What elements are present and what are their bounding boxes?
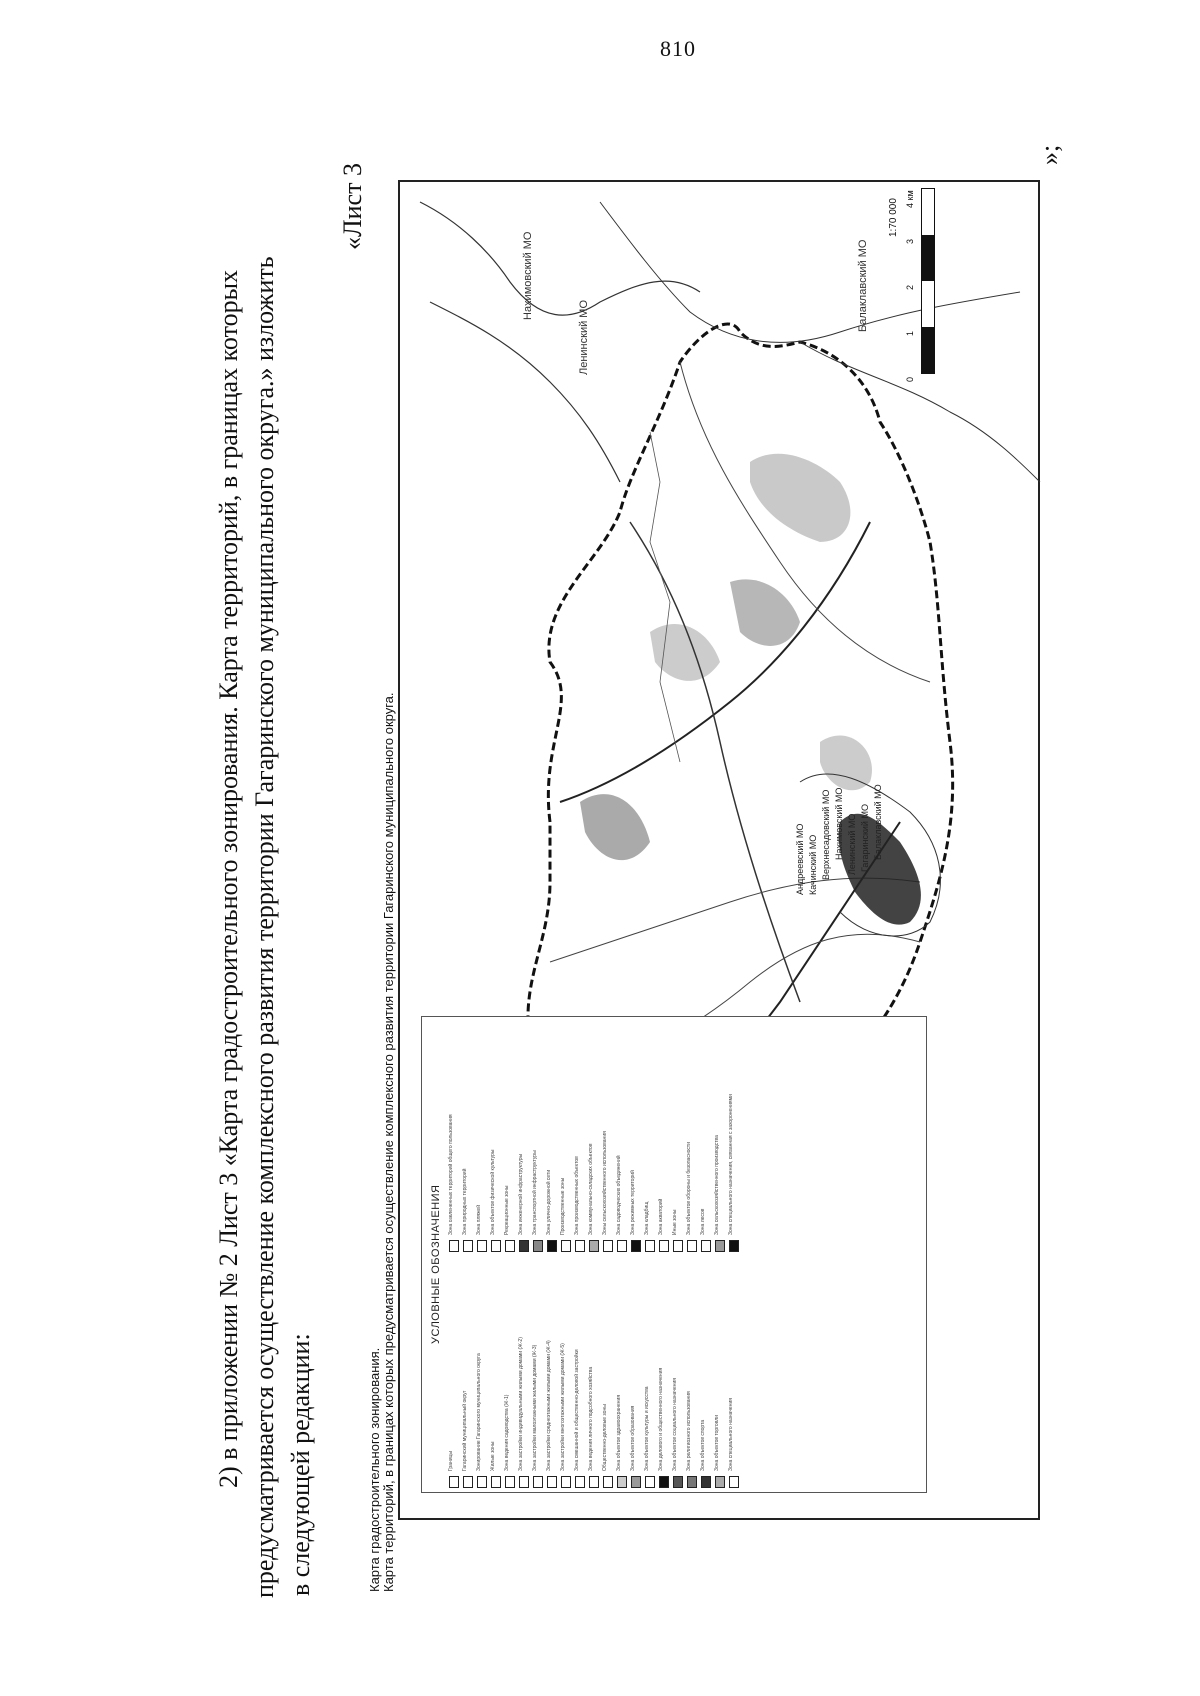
legend-item-label: Зона объектов торговли [714, 1415, 720, 1471]
legend-item [532, 1263, 543, 1488]
legend-item [700, 1263, 711, 1488]
legend-item [546, 1263, 557, 1488]
legend-item [728, 1027, 739, 1252]
legend-item [588, 1027, 599, 1252]
legend-swatch [729, 1476, 739, 1488]
legend-swatch [645, 1476, 655, 1488]
legend-item-label: Зона режимных территорий [630, 1170, 636, 1235]
legend-item [462, 1263, 473, 1488]
scale-segment [922, 327, 934, 373]
neighbour-boundary-1 [420, 202, 700, 315]
legend-swatch [589, 1240, 599, 1252]
legend-swatch [547, 1476, 557, 1488]
legend-swatch [631, 1240, 641, 1252]
legend-swatch [673, 1476, 683, 1488]
legend-swatch [505, 1476, 515, 1488]
legend-item [672, 1263, 683, 1488]
legend-item [518, 1027, 529, 1252]
legend-swatch [701, 1476, 711, 1488]
legend-item [532, 1027, 543, 1252]
legend-swatch [463, 1240, 473, 1252]
legend-item [714, 1027, 725, 1252]
region-label-nakhimovsky: Нахимовский МО [522, 231, 534, 320]
legend-item-label: Зона природных территорий [462, 1168, 468, 1235]
legend-swatch [617, 1240, 627, 1252]
scale-tick: 0 [905, 376, 915, 382]
legend-item [630, 1263, 641, 1488]
legend-swatch [687, 1240, 697, 1252]
legend-item-label: Зона объектов здравоохранения [616, 1394, 622, 1471]
zone-area-2 [730, 579, 800, 646]
legend-swatch [449, 1476, 459, 1488]
inset-label: Нахимовский МО [834, 787, 844, 860]
inset-label: Гагаринский МО [860, 804, 870, 872]
legend-item-label: Зона делового и общественного назначения [658, 1367, 664, 1471]
legend-swatch [491, 1476, 501, 1488]
legend-item-label: Зона производственных объектов [574, 1156, 580, 1235]
scale-tick: 1 [905, 330, 915, 336]
legend-item [448, 1027, 459, 1252]
legend-swatch [659, 1476, 669, 1488]
legend-item-label: Зона сельскохозяйственного производства [714, 1135, 720, 1235]
page-number: 810 [660, 36, 696, 61]
legend-item-label: Жилые зоны [490, 1441, 496, 1471]
legend-item [462, 1027, 473, 1252]
closing-mark: »; [1035, 144, 1064, 165]
legend-swatch [603, 1240, 613, 1252]
legend-swatch [463, 1476, 473, 1488]
legend-item [714, 1263, 725, 1488]
legend-swatch [687, 1476, 697, 1488]
legend-item [602, 1263, 613, 1488]
legend-item [658, 1263, 669, 1488]
legend-swatch [659, 1240, 669, 1252]
legend-swatch [701, 1240, 711, 1252]
legend-item-label: Зона объектов социального назначения [672, 1377, 678, 1471]
legend-item-label: Зона лесов [700, 1208, 706, 1235]
legend-item-label: Зонирование Гагаринского муниципального округа [476, 1353, 482, 1471]
region-label-balaklavsky: Балаклавский МО [857, 239, 869, 332]
zone-area-4 [580, 794, 650, 860]
legend-item-label: Зона объектов обороны и безопасности [686, 1142, 692, 1235]
legend-item-label: Зона пляжей [476, 1205, 482, 1235]
legend-item [686, 1263, 697, 1488]
legend-item [588, 1263, 599, 1488]
scale-segment [922, 235, 934, 281]
legend-column-right [448, 1027, 742, 1252]
legend-item [490, 1263, 501, 1488]
legend-swatch [617, 1476, 627, 1488]
legend-item-label: Гагаринский муниципальный округ [462, 1390, 468, 1471]
legend-item-label: Зона кладбищ [644, 1201, 650, 1235]
scale-segment [922, 281, 934, 327]
legend-item-label: Зона религиозного использования [686, 1391, 692, 1471]
legend-swatch [673, 1240, 683, 1252]
intro-line-2: предусматривается осуществление комплексного развития территории Гагаринского муниципального округа.» изложить [250, 256, 279, 1598]
legend-item [630, 1027, 641, 1252]
inset-label: Качинский МО [808, 834, 818, 895]
legend-item-label: Зона застройки малоэтажными жилыми домами (Ж-3) [532, 1344, 538, 1471]
map-caption-title: Карта градостроительного зонирования. [367, 1347, 382, 1592]
scale-tick: 2 [905, 284, 915, 290]
legend-item-label: Зона улично-дорожной сети [546, 1169, 552, 1235]
legend-item-label: Зона акваторий [658, 1198, 664, 1235]
legend-item-label: Зона транспортной инфраструктуры [532, 1150, 538, 1235]
legend-item [518, 1263, 529, 1488]
legend-item-label: Зона объектов культуры и искусства [644, 1386, 650, 1471]
legend-item-label: Зоны сельскохозяйственного использования [602, 1131, 608, 1235]
legend-swatch [729, 1240, 739, 1252]
legend-item [616, 1027, 627, 1252]
legend-item [574, 1263, 585, 1488]
legend-swatch [561, 1240, 571, 1252]
legend-item [728, 1263, 739, 1488]
road-7 [650, 432, 680, 762]
legend-item-label: Общественно-деловые зоны [602, 1404, 608, 1471]
legend-swatch [491, 1240, 501, 1252]
legend-item [560, 1263, 571, 1488]
legend-swatch [715, 1240, 725, 1252]
legend-item-label: Границы [448, 1451, 454, 1471]
sheet-label: «Лист 3 [338, 163, 367, 250]
legend-swatch [547, 1240, 557, 1252]
neighbour-boundary-2 [430, 299, 620, 482]
legend-item-label: Зона объектов образования [630, 1405, 636, 1471]
legend-item [574, 1027, 585, 1252]
neighbour-boundary-4 [800, 342, 1040, 482]
legend-swatch [575, 1476, 585, 1488]
legend-swatch [519, 1476, 529, 1488]
zone-area-1 [750, 454, 850, 542]
intro-line-1: 2) в приложении № 2 Лист 3 «Карта градостроительного зонирования. Карта территорий, в границах которых [214, 269, 243, 1488]
legend-item [672, 1027, 683, 1252]
legend-title: УСЛОВНЫЕ ОБОЗНАЧЕНИЯ [430, 1184, 442, 1344]
legend-swatch [477, 1240, 487, 1252]
legend-item-label: Зона объектов физической культуры [490, 1149, 496, 1235]
legend-item-label: Зона озелененных территорий общего пользования [448, 1114, 454, 1235]
legend-item [616, 1263, 627, 1488]
inset-label: Андреевский МО [795, 823, 805, 895]
legend-item-label: Зона застройки среднеэтажными жилыми домами (Ж-4) [546, 1340, 552, 1471]
legend-swatch [477, 1476, 487, 1488]
legend-item [560, 1027, 571, 1252]
scale-tick: 3 [905, 238, 915, 244]
region-label-leninsky: Ленинский МО [578, 299, 590, 375]
legend-item-label: Зона садоводческих объединений [616, 1155, 622, 1235]
legend-item-label: Зона специального назначения [728, 1398, 734, 1471]
inset-label: Балаклавский МО [873, 784, 883, 860]
scale-bar [921, 188, 935, 374]
zone-area-3 [650, 624, 720, 681]
zone-area-6 [820, 736, 872, 791]
legend-item [476, 1027, 487, 1252]
legend-content [422, 1017, 927, 1493]
legend-item [546, 1027, 557, 1252]
legend-column-left [448, 1263, 742, 1488]
inset-label: Верхнесадовский МО [821, 789, 831, 880]
legend-swatch [575, 1240, 585, 1252]
legend-item [448, 1263, 459, 1488]
legend-item-label: Иные зоны [672, 1209, 678, 1235]
legend-item [602, 1027, 613, 1252]
legend-item-label: Рекреационные зоны [504, 1185, 510, 1235]
inset-label: Ленинский МО [847, 813, 857, 875]
legend-item-label: Зона ведения личного подсобного хозяйства [588, 1366, 594, 1471]
legend-swatch [519, 1240, 529, 1252]
legend-item-label: Зона специального назначения, связанная с захоронениями [728, 1094, 734, 1235]
legend-item-label: Зона застройки индивидуальными жилыми домами (Ж-2) [518, 1337, 524, 1471]
legend-item [490, 1027, 501, 1252]
legend-swatch [449, 1240, 459, 1252]
legend-swatch [533, 1240, 543, 1252]
legend-item-label: Зона инженерной инфраструктуры [518, 1153, 524, 1235]
legend-swatch [603, 1476, 613, 1488]
legend-item [504, 1027, 515, 1252]
legend-item [686, 1027, 697, 1252]
legend-item [644, 1263, 655, 1488]
legend-swatch [631, 1476, 641, 1488]
legend-item-label: Зона застройки многоэтажными жилыми домами (Ж-5) [560, 1343, 566, 1471]
legend-item-label: Зона объектов спорта [700, 1419, 706, 1471]
legend-item-label: Зона коммунально-складских объектов [588, 1143, 594, 1235]
legend-item [700, 1027, 711, 1252]
legend-swatch [561, 1476, 571, 1488]
legend-item [658, 1027, 669, 1252]
legend-item [644, 1027, 655, 1252]
neighbour-boundary-3 [600, 202, 1020, 342]
legend-item-label: Зона ведения садоводства (Ж-1) [504, 1394, 510, 1471]
legend-swatch [505, 1240, 515, 1252]
legend-swatch [589, 1476, 599, 1488]
map-caption-subtitle: Карта территорий, в границах которых предусматривается осуществление комплексного развития территории Гагаринского муниципального округа. [381, 692, 396, 1592]
legend-item-label: Зона смешанной и общественно-деловой застройки [574, 1349, 580, 1471]
legend-item [504, 1263, 515, 1488]
scale-segment [922, 189, 934, 235]
legend-swatch [645, 1240, 655, 1252]
legend-swatch [715, 1476, 725, 1488]
intro-line-3: в следующей редакции: [286, 1333, 315, 1596]
legend-item-label: Производственные зоны [560, 1177, 566, 1235]
legend-item [476, 1263, 487, 1488]
scale-tick: 4 км [905, 190, 915, 208]
map-legend [421, 1016, 927, 1493]
legend-swatch [533, 1476, 543, 1488]
scale-ratio: 1:70 000 [888, 198, 899, 237]
